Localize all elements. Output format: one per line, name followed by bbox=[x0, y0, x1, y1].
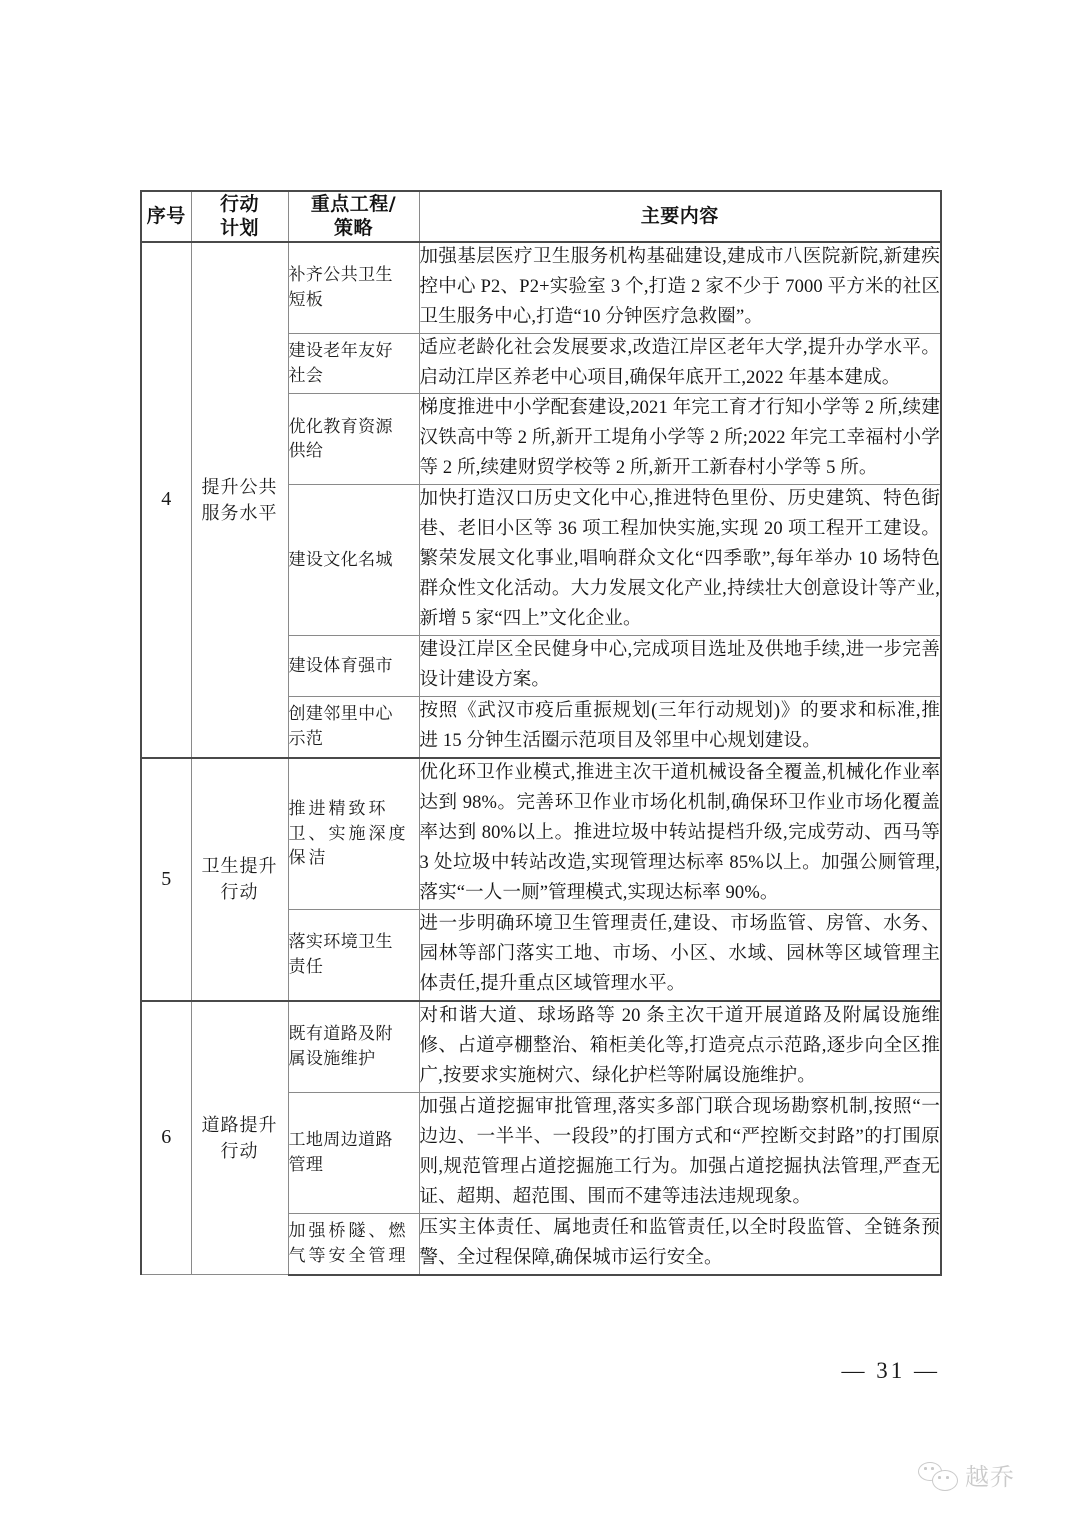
cell-key-project: 建设老年友好 社会 bbox=[288, 333, 419, 394]
table-row bbox=[141, 758, 941, 909]
cell-main-content: 梯度推进中小学配套建设,2021 年完工育才行知小学等 2 所,续建汉铁高中等 2 所,新开工堤角小学等 2 所;2022 年完工幸福村小学等 2 所,续建财贸学校等 2 所,新开工新春村小学等 5 所。 bbox=[419, 394, 941, 485]
wechat-icon bbox=[918, 1462, 958, 1492]
cell-key-project: 创建邻里中心 示范 bbox=[288, 697, 419, 758]
header-action-plan: 行动 计划 bbox=[191, 191, 288, 242]
cell-main-content: 加快打造汉口历史文化中心,推进特色里份、历史建筑、特色街巷、老旧小区等 36 项工程加快实施,实现 20 项工程开工建设。繁荣发展文化事业,唱响群众文化“四季歌”,每年举办 10 场特色群众性文化活动。大力发展文化产业,持续壮大创意设计等产业,新增 5 家“四上”文化企业。 bbox=[419, 485, 941, 636]
watermark-text: 越乔 bbox=[965, 1463, 1015, 1491]
cell-main-content: 加强基层医疗卫生服务机构基础建设,建成市八医院新院,新建疾控中心 P2、P2+实验室 3 个,打造 2 家不少于 7000 平方米的社区卫生服务中心,打造“10 分钟医疗急救圈”。 bbox=[419, 242, 941, 333]
watermark bbox=[918, 1462, 1015, 1492]
cell-main-content: 建设江岸区全民健身中心,完成项目选址及供地手续,进一步完善设计建设方案。 bbox=[419, 636, 941, 697]
cell-key-project: 推进精致环卫、实施深度保洁 bbox=[288, 758, 419, 909]
header-key-project: 重点工程/ 策略 bbox=[288, 191, 419, 242]
cell-main-content: 优化环卫作业模式,推进主次干道机械设备全覆盖,机械化作业率达到 98%。完善环卫作业市场化机制,确保环卫作业市场化覆盖率达到 80%以上。推进垃圾中转站提档升级,完成劳动、西马等 3 处垃圾中转站改造,实现管理达标率 85%以上。加强公厕管理,落实“一人一厕”管理模式,实现达标率 90%。 bbox=[419, 758, 941, 909]
cell-key-project: 优化教育资源 供给 bbox=[288, 394, 419, 485]
action-plan-table bbox=[140, 190, 942, 1276]
cell-main-content: 进一步明确环境卫生管理责任,建设、市场监管、房管、水务、园林等部门落实工地、市场、小区、水域、园林等区域管理主体责任,提升重点区域管理水平。 bbox=[419, 909, 941, 1000]
cell-main-content: 按照《武汉市疫后重振规划(三年行动规划)》的要求和标准,推进 15 分钟生活圈示范项目及邻里中心规划建设。 bbox=[419, 697, 941, 758]
cell-seq: 6 bbox=[141, 1001, 191, 1275]
cell-key-project: 建设文化名城 bbox=[288, 485, 419, 636]
cell-seq: 5 bbox=[141, 758, 191, 1001]
cell-key-project: 建设体育强市 bbox=[288, 636, 419, 697]
cell-key-project: 补齐公共卫生 短板 bbox=[288, 242, 419, 333]
cell-action-plan: 卫生提升 行动 bbox=[191, 758, 288, 1001]
cell-key-project: 加强桥隧、燃 气等安全管理 bbox=[288, 1213, 419, 1274]
header-seq: 序号 bbox=[141, 191, 191, 242]
cell-seq: 4 bbox=[141, 242, 191, 758]
cell-key-project: 既有道路及附 属设施维护 bbox=[288, 1001, 419, 1092]
cell-main-content: 加强占道挖掘审批管理,落实多部门联合现场勘察机制,按照“一边边、一半半、一段段”的打围方式和“严控断交封路”的打围原则,规范管理占道挖掘施工行为。加强占道挖掘执法管理,严查无证、超期、超范围、围而不建等违法违规现象。 bbox=[419, 1092, 941, 1213]
cell-action-plan: 道路提升 行动 bbox=[191, 1001, 288, 1275]
page-number: — 31 — bbox=[841, 1358, 940, 1383]
cell-main-content: 压实主体责任、属地责任和监管责任,以全时段监管、全链条预警、全过程保障,确保城市运行安全。 bbox=[419, 1213, 941, 1274]
table-row bbox=[141, 1001, 941, 1092]
cell-key-project: 落实环境卫生 责任 bbox=[288, 909, 419, 1000]
cell-action-plan: 提升公共 服务水平 bbox=[191, 242, 288, 758]
table-body bbox=[141, 242, 941, 1275]
table-row bbox=[141, 242, 941, 333]
cell-key-project: 工地周边道路 管理 bbox=[288, 1092, 419, 1213]
table-header-row bbox=[141, 191, 941, 242]
header-main-content: 主要内容 bbox=[419, 191, 941, 242]
cell-main-content: 对和谐大道、球场路等 20 条主次干道开展道路及附属设施维修、占道亭棚整治、箱柜美化等,打造亮点示范路,逐步向全区推广,按要求实施树穴、绿化护栏等附属设施维护。 bbox=[419, 1001, 941, 1092]
cell-main-content: 适应老龄化社会发展要求,改造江岸区老年大学,提升办学水平。启动江岸区养老中心项目,确保年底开工,2022 年基本建成。 bbox=[419, 333, 941, 394]
